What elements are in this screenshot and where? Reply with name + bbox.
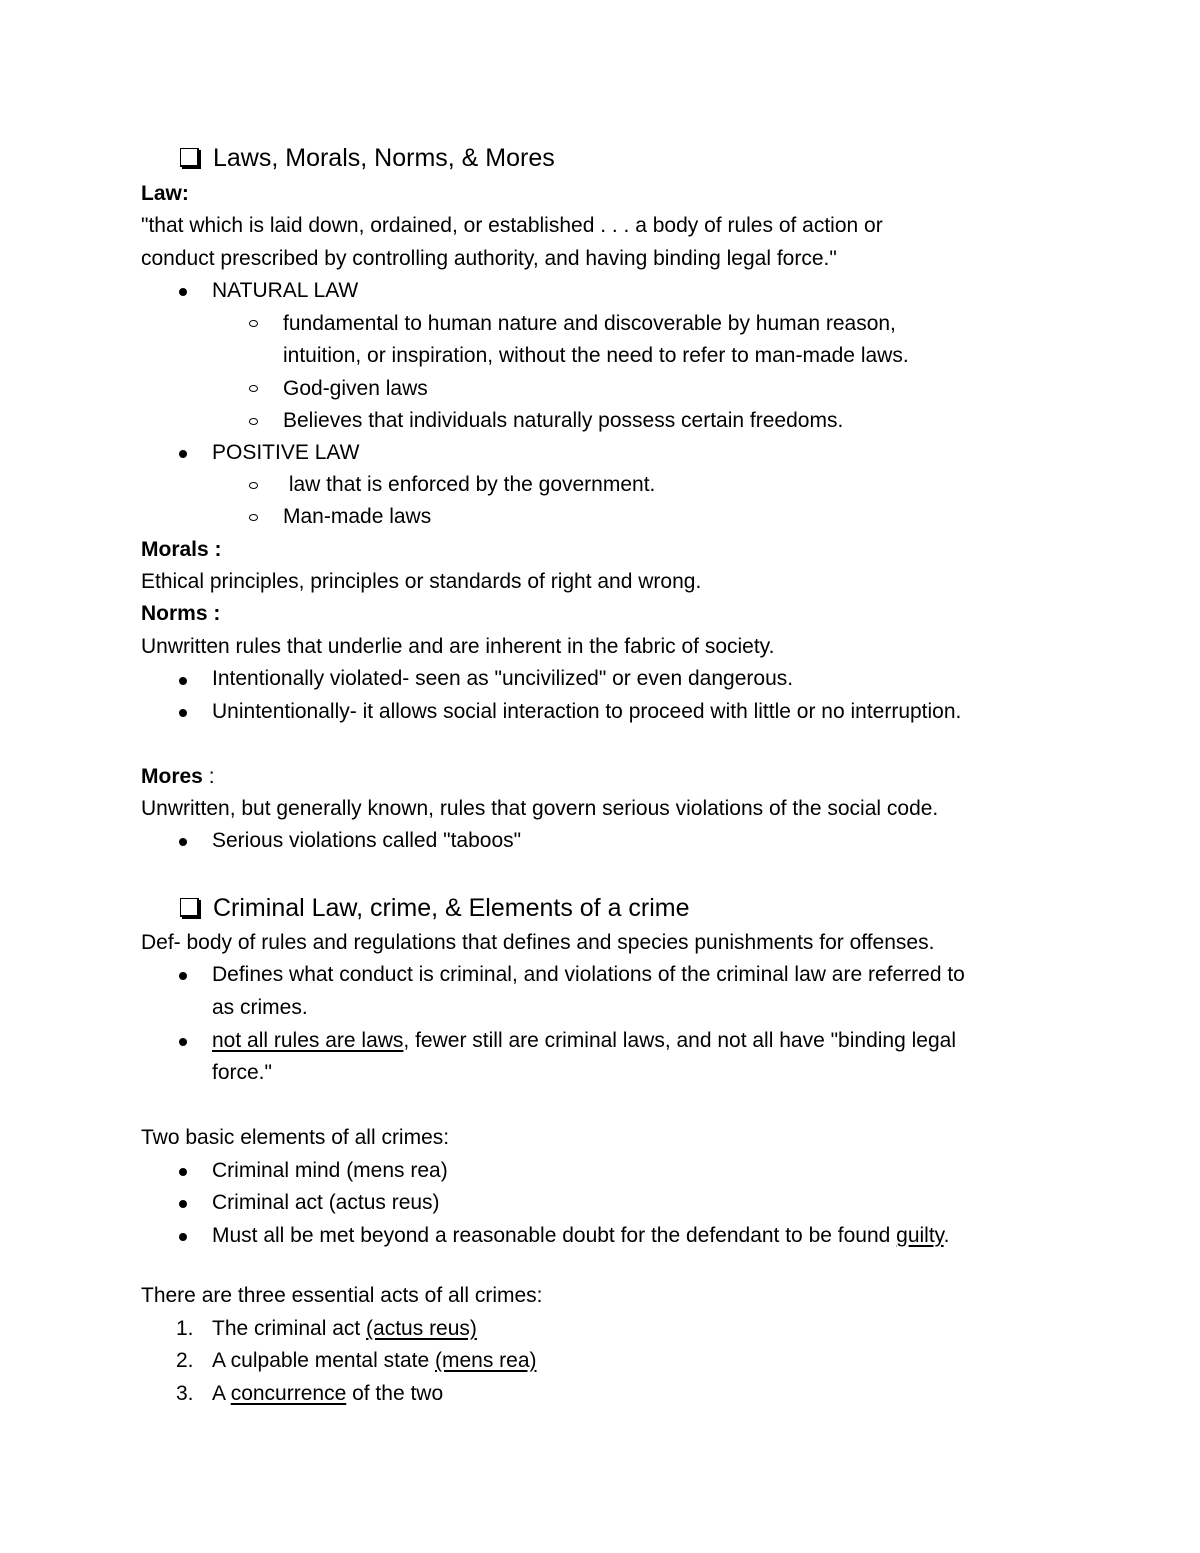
law-definition-line: "that which is laid down, ordained, or established . . . a body of rules of action or — [141, 214, 883, 237]
mores-label: Mores : — [141, 765, 215, 788]
criminal-law-definition: Def- body of rules and regulations that defines and species punishments for offenses. — [141, 931, 935, 954]
checkbox-icon — [180, 898, 199, 917]
section-heading-laws — [180, 142, 555, 174]
natural-law-label: NATURAL LAW — [212, 279, 359, 302]
bullet-icon — [179, 972, 187, 980]
bullet-icon — [179, 1168, 187, 1176]
list-item-continuation: force." — [212, 1061, 272, 1084]
list-item: Criminal mind (mens rea) — [212, 1159, 448, 1182]
list-item: intuition, or inspiration, without the need to refer to man-made laws. — [283, 344, 909, 367]
bullet-icon — [179, 1038, 187, 1046]
bullet-icon — [179, 677, 187, 685]
morals-label: Morals : — [141, 538, 222, 561]
guilty-link: guilty — [896, 1224, 944, 1247]
heading-text: Laws, Morals, Norms, & Mores — [213, 144, 555, 172]
positive-law-label: POSITIVE LAW — [212, 441, 360, 464]
list-item: Must all be met beyond a reasonable doubt for the defendant to be found guilty. — [212, 1224, 950, 1247]
heading-text: Criminal Law, crime, & Elements of a crime — [213, 894, 690, 922]
three-acts-intro: There are three essential acts of all crimes: — [141, 1284, 543, 1307]
sub-bullet-icon — [249, 482, 258, 489]
bullet-icon — [179, 288, 187, 296]
numbered-item: The criminal act (actus reus) — [212, 1317, 477, 1340]
list-item: not all rules are laws, fewer still are criminal laws, and not all have "binding legal — [212, 1029, 956, 1052]
bullet-icon — [179, 709, 187, 717]
norms-label: Norms : — [141, 602, 221, 625]
list-number: 3. — [176, 1382, 194, 1405]
morals-definition: Ethical principles, principles or standards of right and wrong. — [141, 570, 702, 593]
list-item: Serious violations called "taboos" — [212, 829, 522, 852]
numbered-item: A culpable mental state (mens rea) — [212, 1349, 537, 1372]
bullet-icon — [179, 450, 187, 458]
sub-bullet-icon — [249, 418, 258, 425]
law-definition-line: conduct prescribed by controlling authority, and having binding legal force." — [141, 247, 837, 270]
sub-bullet-icon — [249, 320, 258, 327]
norms-definition: Unwritten rules that underlie and are inherent in the fabric of society. — [141, 635, 775, 658]
list-item: fundamental to human nature and discoverable by human reason, — [283, 312, 896, 335]
list-number: 1. — [176, 1317, 194, 1340]
list-item: God-given laws — [283, 377, 428, 400]
list-item: Criminal act (actus reus) — [212, 1191, 440, 1214]
list-number: 2. — [176, 1349, 194, 1372]
checkbox-icon — [180, 148, 199, 167]
list-item-continuation: as crimes. — [212, 996, 308, 1019]
section-heading-criminal-law — [180, 892, 690, 924]
list-item: Man-made laws — [283, 505, 432, 528]
sub-bullet-icon — [249, 514, 258, 521]
list-item: Intentionally violated- seen as "uncivilized" or even dangerous. — [212, 667, 794, 690]
list-item: Defines what conduct is criminal, and violations of the criminal law are referred to — [212, 963, 965, 986]
list-item: law that is enforced by the government. — [283, 473, 656, 496]
mores-definition: Unwritten, but generally known, rules that govern serious violations of the social code. — [141, 797, 939, 820]
bullet-icon — [179, 838, 187, 846]
bullet-icon — [179, 1233, 187, 1241]
sub-bullet-icon — [249, 385, 258, 392]
list-item: Unintentionally- it allows social interaction to proceed with little or no interruption. — [212, 700, 962, 723]
list-item: Believes that individuals naturally possess certain freedoms. — [283, 409, 844, 432]
two-elements-intro: Two basic elements of all crimes: — [141, 1126, 450, 1149]
numbered-item: A concurrence of the two — [212, 1382, 444, 1405]
bullet-icon — [179, 1200, 187, 1208]
law-label: Law: — [141, 182, 189, 205]
